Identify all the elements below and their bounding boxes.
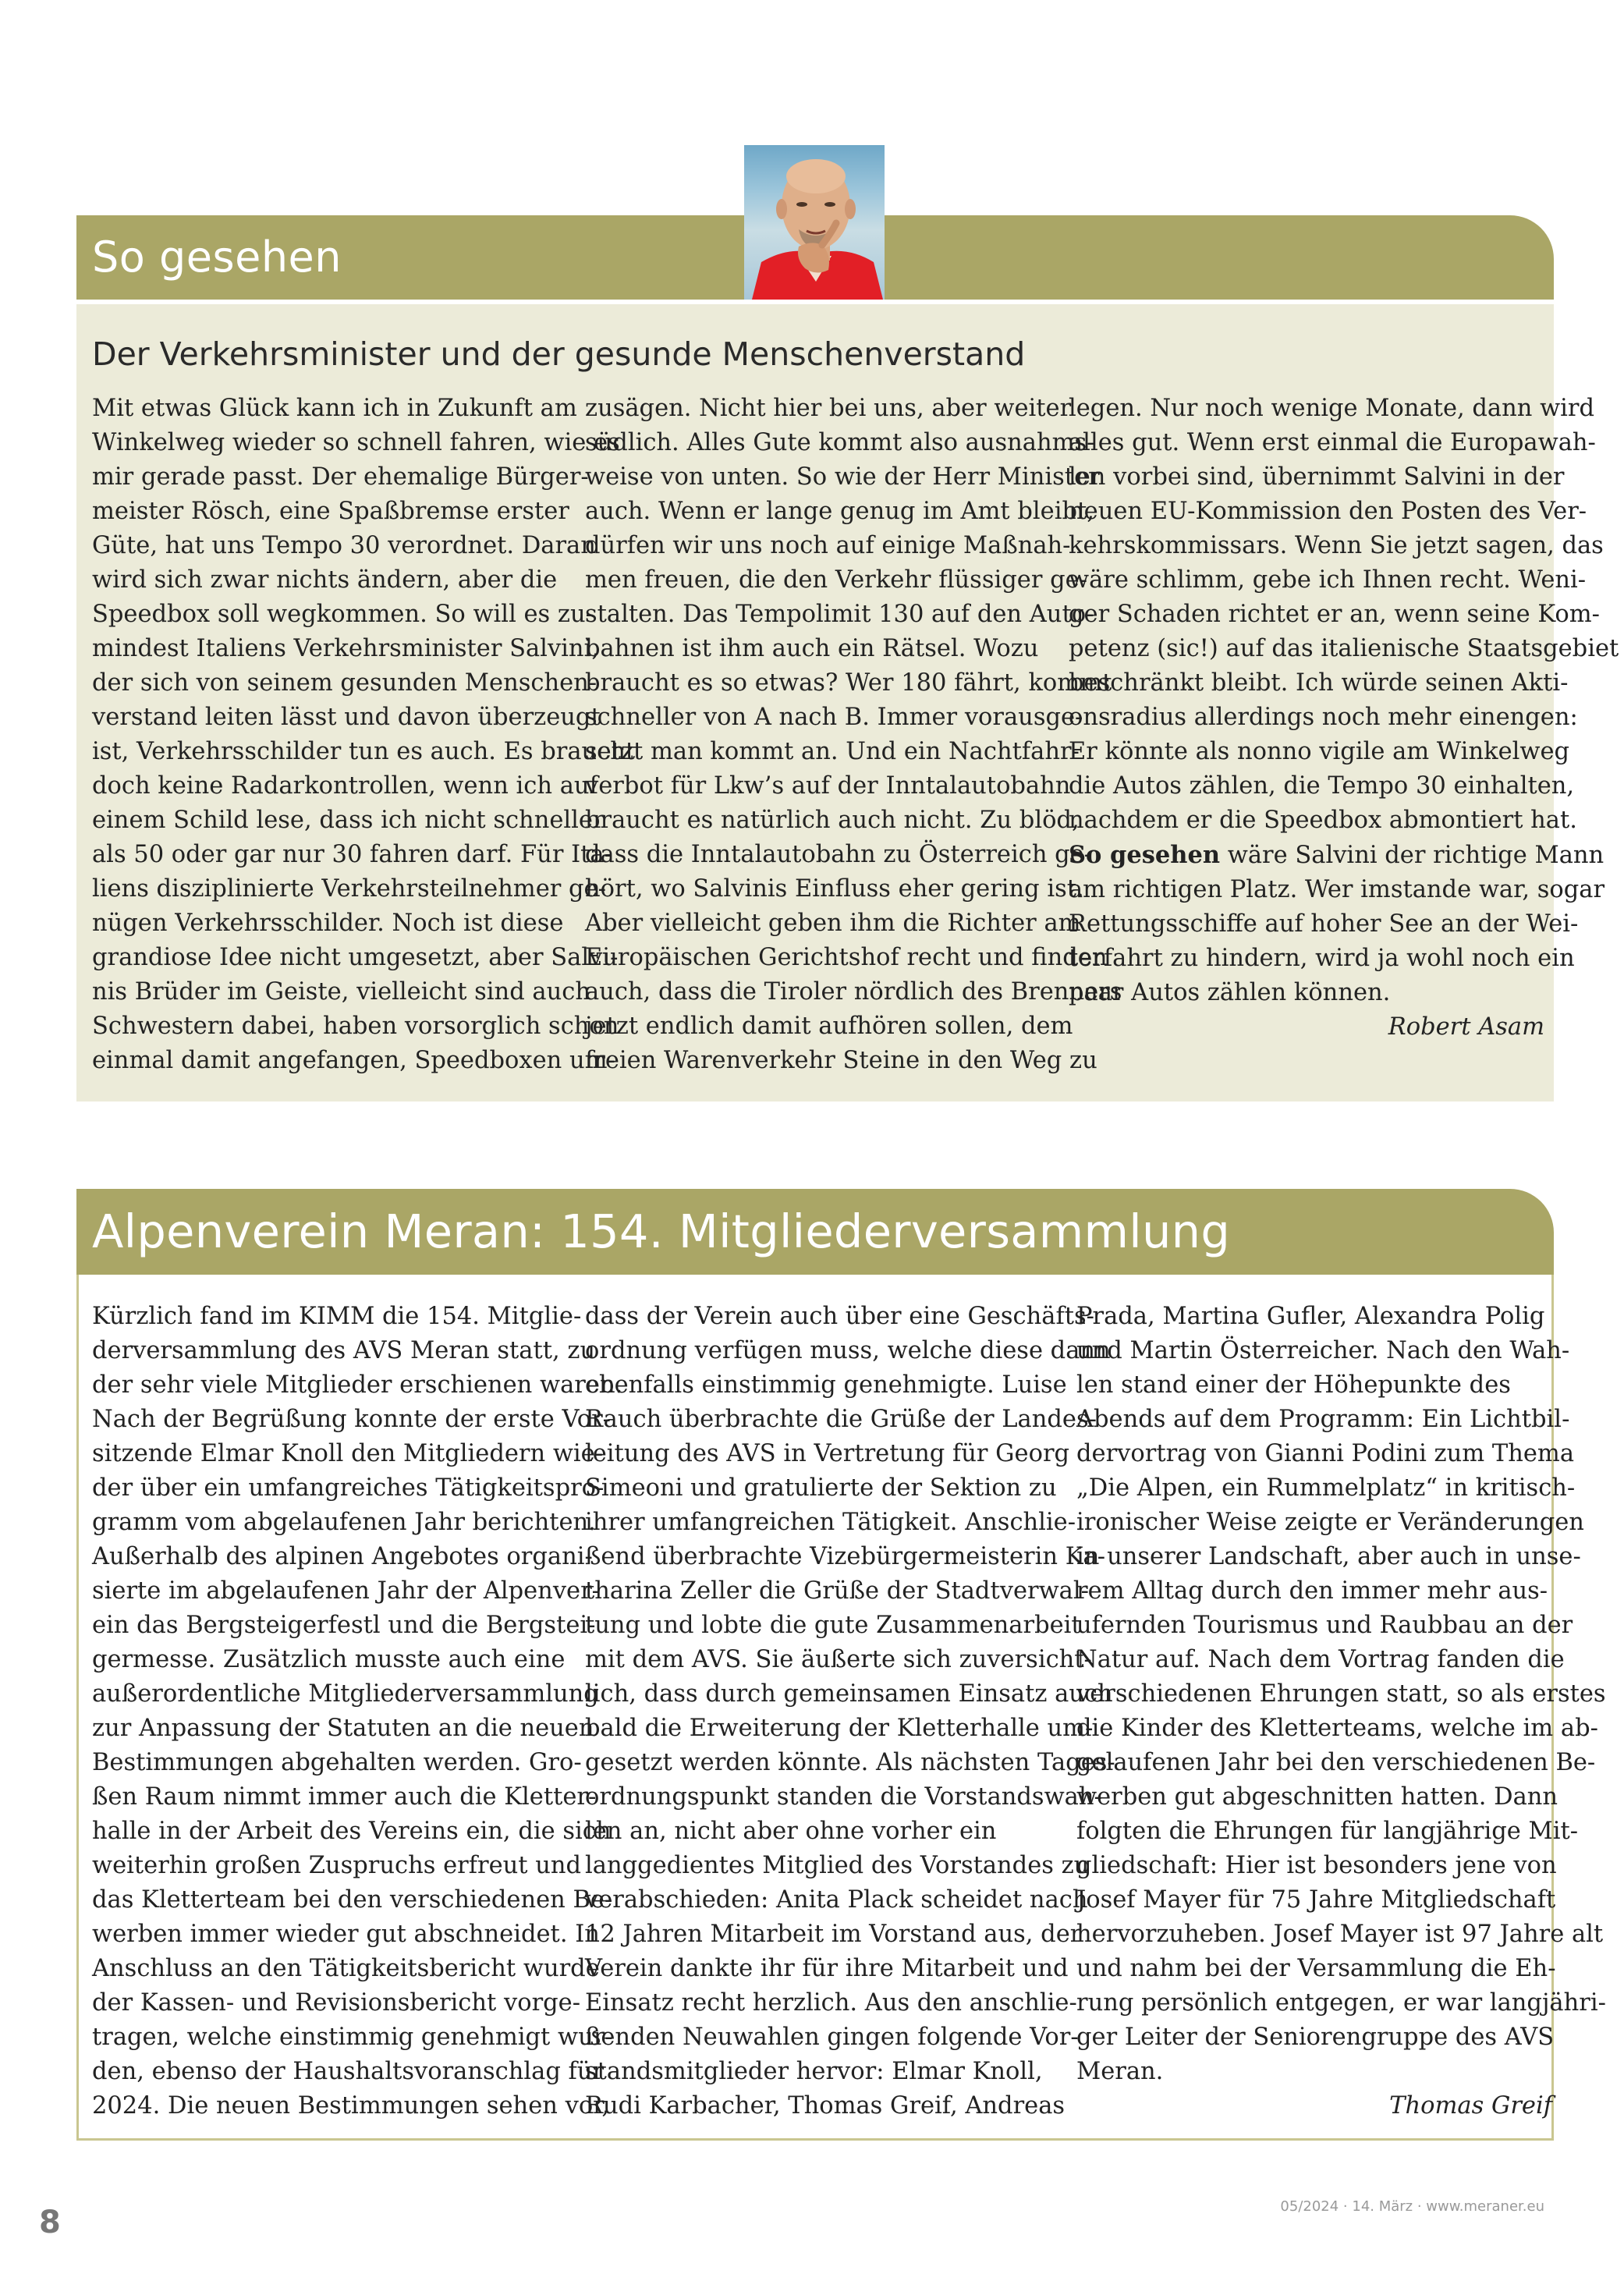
article-text-line: nachdem er die Speedbox abmontiert hat. <box>1069 807 1577 834</box>
article-column-3 <box>1076 1300 1606 2123</box>
article-text-line: gesetzt werden könnte. Als nächsten Tages- <box>585 1749 1115 1776</box>
article-text-line: gelaufenen Jahr bei den verschiedenen Be- <box>1076 1749 1596 1776</box>
article-column-2 <box>585 392 1122 1078</box>
article-text-line: Mit etwas Glück kann ich in Zukunft am <box>92 395 577 422</box>
article-text-line: standsmitglieder hervor: Elmar Knoll, <box>585 2058 1043 2085</box>
article-text-line: nügen Verkehrsschilder. Noch ist diese <box>92 910 564 937</box>
article-text-line: Schwestern dabei, haben vorsorglich schon <box>92 1013 619 1040</box>
article-text-line: die Autos zählen, die Tempo 30 einhalten, <box>1069 772 1575 800</box>
article-text-line: sitzende Elmar Knoll den Mitgliedern wie- <box>92 1440 604 1467</box>
article-text-line: ironischer Weise zeigte er Veränderungen <box>1076 1509 1584 1536</box>
article-text-line: setzt man kommt an. Und ein Nachtfahr- <box>585 738 1080 765</box>
article-text-line: Aber vielleicht geben ihm die Richter am <box>585 910 1081 937</box>
article-text-line: ebenfalls einstimmig genehmigte. Luise <box>585 1371 1067 1399</box>
article-text-line: den, ebenso der Haushaltsvoranschlag für <box>92 2058 605 2085</box>
article-text-line: braucht es so etwas? Wer 180 fährt, kommt <box>585 669 1112 697</box>
article-text-line: werben immer wieder gut abschneidet. In <box>92 1921 600 1948</box>
article-text-line: braucht es natürlich auch nicht. Zu blöd, <box>585 807 1080 834</box>
article-text-line: verschiedenen Ehrungen statt, so als erstes <box>1076 1680 1606 1708</box>
article-text-line: tung und lobte die gute Zusammenarbeit <box>585 1612 1081 1639</box>
article-text-line: einmal damit angefangen, Speedboxen um- <box>92 1047 615 1074</box>
article-text-line: am richtigen Platz. Wer imstande war, sogar <box>1069 876 1605 903</box>
article-text-line: dass der Verein auch über eine Geschäfts- <box>585 1303 1094 1330</box>
article-text-line: stalten. Das Tempolimit 130 auf den Auto- <box>585 601 1094 628</box>
article-text-line: ßen Raum nimmt immer auch die Kletter- <box>92 1783 597 1811</box>
article-text-line: folgten die Ehrungen für langjährige Mit- <box>1076 1818 1579 1845</box>
article-text-line: Josef Mayer für 75 Jahre Mitgliedschaft <box>1076 1886 1556 1914</box>
article-text-line: langgedientes Mitglied des Vorstandes zu <box>585 1852 1090 1879</box>
article-text-line: derversammlung des AVS Meran statt, zu <box>92 1337 596 1364</box>
article-text-line: Anschluss an den Tätigkeitsbericht wurde <box>92 1955 600 1982</box>
article-text-line: ordnung verfügen muss, welche diese dann <box>585 1337 1111 1364</box>
article-text-line: Kürzlich fand im KIMM die 154. Mitglie- <box>92 1303 582 1330</box>
article-text-line: Er könnte als nonno vigile am Winkelweg <box>1069 738 1570 765</box>
article-text-line: 12 Jahren Mitarbeit im Vorstand aus, der <box>585 1921 1082 1948</box>
article-column-1 <box>92 1300 623 2123</box>
article-text-line: dürfen wir uns noch auf einige Maßnah- <box>585 532 1071 559</box>
article-text-line: ordnungspunkt standen die Vorstandswah- <box>585 1783 1102 1811</box>
article-text-line: alles gut. Wenn erst einmal die Europawah- <box>1069 429 1596 456</box>
article-text-line: verstand leiten lässt und davon überzeugt <box>92 704 601 731</box>
article-text-line: zur Anpassung der Statuten an die neuen <box>92 1715 594 1742</box>
article-text-line: legen. Nur noch wenige Monate, dann wird <box>1069 395 1595 422</box>
author-signature: Robert Asam <box>1388 1013 1544 1041</box>
article-text-line: len vorbei sind, übernimmt Salvini in der <box>1069 463 1565 491</box>
bold-lead-rest: wäre Salvini der richtige Mann <box>1220 842 1604 869</box>
article-text-line: halle in der Arbeit des Vereins ein, die sich <box>92 1818 612 1845</box>
article-text-line: Europäischen Gerichtshof recht und finden <box>585 944 1108 971</box>
article-text-line: Winkelweg wieder so schnell fahren, wie es <box>92 429 620 456</box>
article-text-line: der Kassen- und Revisionsbericht vorge- <box>92 1989 581 2017</box>
article-box-verkehrsminister <box>76 304 1619 1101</box>
article-text-line: „Die Alpen, ein Rummelplatz“ in kritisch- <box>1076 1474 1576 1502</box>
article-text-line: werben gut abgeschnitten hatten. Dann <box>1076 1783 1558 1811</box>
article-text-line: onsradius allerdings noch mehr einengen: <box>1069 704 1578 731</box>
section-header-title: Alpenverein Meran: 154. Mitgliederversammlung <box>92 1204 1231 1258</box>
article-text-line: doch keine Radarkontrollen, wenn ich auf <box>92 772 598 800</box>
article-text-line: Speedbox soll wegkommen. So will es zu- <box>92 601 594 628</box>
article-text-line: hervorzuheben. Josef Mayer ist 97 Jahre alt <box>1076 1921 1604 1948</box>
issue-info: 05/2024 · 14. März · www.meraner.eu <box>1280 2198 1544 2215</box>
article-text-line: rem Alltag durch den immer mehr aus- <box>1076 1577 1548 1605</box>
article-text-line: ßenden Neuwahlen gingen folgende Vor- <box>585 2024 1079 2051</box>
article-text-line: Rudi Karbacher, Thomas Greif, Andreas <box>585 2092 1066 2120</box>
section-header-title: So gesehen <box>92 232 342 282</box>
article-text-line: das Kletterteam bei den verschiedenen Be- <box>92 1886 613 1914</box>
article-text-line: 2024. Die neuen Bestimmungen sehen vor, <box>92 2092 610 2120</box>
article-text-line: len an, nicht aber ohne vorher ein <box>585 1818 997 1845</box>
article-text-line: dass die Inntalautobahn zu Österreich ge- <box>585 841 1093 868</box>
article-text-line: schneller von A nach B. Immer vorausge- <box>585 704 1083 731</box>
article-text-line: verabschieden: Anita Plack scheidet nach <box>585 1886 1088 1914</box>
article-text-line: Meran. <box>1076 2058 1164 2085</box>
article-text-line: Einsatz recht herzlich. Aus den anschlie- <box>585 1989 1077 2017</box>
article-text-line: beschränkt bleibt. Ich würde seinen Akti- <box>1069 669 1569 697</box>
article-text-line: südlich. Alles Gute kommt also ausnahms- <box>585 429 1095 456</box>
article-text-line: terfahrt zu hindern, wird ja wohl noch ein <box>1069 945 1575 972</box>
article-text-line: die Kinder des Kletterteams, welche im ab- <box>1076 1715 1598 1742</box>
article-text-line: ßend überbrachte Vizebürgermeisterin Ka- <box>585 1543 1105 1570</box>
article-text-line: rung persönlich entgegen, er war langjähri- <box>1076 1989 1606 2017</box>
article-text-line: auch. Wenn er lange genug im Amt bleibt, <box>585 498 1094 525</box>
article-text-line: men freuen, die den Verkehr flüssiger ge- <box>585 566 1087 594</box>
article-text-line: sierte im abgelaufenen Jahr der Alpenver- <box>92 1577 600 1605</box>
article-text-line: gliedschaft: Hier ist besonders jene von <box>1076 1852 1557 1879</box>
article-text-line: Rauch überbrachte die Grüße der Landes- <box>585 1406 1097 1433</box>
article-text-line: mir gerade passt. Der ehemalige Bürger- <box>92 463 589 491</box>
article-text-line: und nahm bei der Versammlung die Eh- <box>1076 1955 1556 1982</box>
page-number: 8 <box>39 2205 61 2240</box>
article-text-line: in unserer Landschaft, aber auch in unse- <box>1076 1543 1581 1570</box>
article-text-line: leitung des AVS in Vertretung für Georg <box>585 1440 1070 1467</box>
article-text-line: mit dem AVS. Sie äußerte sich zuversicht- <box>585 1646 1092 1673</box>
article-text-line: wird sich zwar nichts ändern, aber die <box>92 566 558 594</box>
article-text-line: freien Warenverkehr Steine in den Weg zu <box>585 1047 1097 1074</box>
article-text-line: verbot für Lkw’s auf der Inntalautobahn <box>585 772 1071 800</box>
article-text-line: kehrskommissars. Wenn Sie jetzt sagen, das <box>1069 532 1604 559</box>
article-text-line: einem Schild lese, dass ich nicht schneller <box>92 807 605 834</box>
article-text-line: ger Leiter der Seniorengruppe des AVS <box>1076 2024 1555 2051</box>
article-text-line: Natur auf. Nach dem Vortrag fanden die <box>1076 1646 1565 1673</box>
author-signature: Thomas Greif <box>1389 2092 1552 2120</box>
article-text-line: ger Schaden richtet er an, wenn seine Kom- <box>1069 601 1600 628</box>
article-column-3 <box>1069 392 1619 1045</box>
article-text-line: Abends auf dem Programm: Ein Lichtbil- <box>1076 1406 1570 1433</box>
article-text-line: Simeoni und gratulierte der Sektion zu <box>585 1474 1057 1502</box>
article-text-line: neuen EU-Kommission den Posten des Ver- <box>1069 498 1587 525</box>
section-header-alpenverein <box>76 1189 1554 1275</box>
article-text-line: paar Autos zählen können. <box>1069 979 1391 1006</box>
article-text-line: jetzt endlich damit aufhören sollen, dem <box>585 1013 1073 1040</box>
bold-lead-text: So gesehen <box>1069 841 1221 869</box>
article-text-line: grandiose Idee nicht umgesetzt, aber Salvi- <box>92 944 619 971</box>
article-text-line: Güte, hat uns Tempo 30 verordnet. Daran <box>92 532 596 559</box>
article-text-line: Rettungsschiffe auf hoher See an der Wei- <box>1069 910 1579 938</box>
article-text-line: außerordentliche Mitgliederversammlung <box>92 1680 599 1708</box>
article-text-line: lich, dass durch gemeinsamen Einsatz auch <box>585 1680 1113 1708</box>
article-text-line: wäre schlimm, gebe ich Ihnen recht. Weni- <box>1069 566 1587 594</box>
article-text-line: nis Brüder im Geiste, vielleicht sind auch <box>92 978 590 1006</box>
article-text-line: weiterhin großen Zuspruchs erfreut und <box>92 1852 582 1879</box>
article-text-line: Nach der Begrüßung konnte der erste Vor- <box>92 1406 611 1433</box>
article-text-line: petenz (sic!) auf das italienische Staatsgebiet <box>1069 635 1619 662</box>
article-text-line: hört, wo Salvinis Einfluss eher gering ist. <box>585 875 1084 903</box>
article-text-line: gramm vom abgelaufenen Jahr berichten. <box>92 1509 596 1536</box>
article-text-line: Bestimmungen abgehalten werden. Gro- <box>92 1749 582 1776</box>
article-text-line: zusägen. Nicht hier bei uns, aber weiter <box>585 395 1072 422</box>
article-text-line: und Martin Österreicher. Nach den Wah- <box>1076 1337 1570 1364</box>
article-text-line: Außerhalb des alpinen Angebotes organi- <box>92 1543 593 1570</box>
article-text-line: dervortrag von Gianni Podini zum Thema <box>1076 1440 1575 1467</box>
article-text-line: liens disziplinierte Verkehrsteilnehmer ge- <box>92 875 606 903</box>
article-text-line: bald die Erweiterung der Kletterhalle um- <box>585 1715 1094 1742</box>
article-column-2 <box>585 1300 1115 2123</box>
article-text-line: als 50 oder gar nur 30 fahren darf. Für Ita- <box>92 841 612 868</box>
article-text-line: der sehr viele Mitglieder erschienen waren. <box>92 1371 623 1399</box>
article-text-line: ufernden Tourismus und Raubbau an der <box>1076 1612 1573 1639</box>
article-text-line: ist, Verkehrsschilder tun es auch. Es braucht <box>92 738 636 765</box>
article-text-line: auch, dass die Tiroler nördlich des Brenners <box>585 978 1122 1006</box>
article-text-line: mindest Italiens Verkehrsminister Salvini, <box>92 635 600 662</box>
article-text-line: len stand einer der Höhepunkte des <box>1076 1371 1511 1399</box>
article-line-bold-lead <box>1069 838 1604 873</box>
article-text-line: ihrer umfangreichen Tätigkeit. Anschlie- <box>585 1509 1076 1536</box>
article-text-line: Verein dankte ihr für ihre Mitarbeit und <box>585 1955 1069 1982</box>
article-text-line: germesse. Zusätzlich musste auch eine <box>92 1646 566 1673</box>
article-text-line: tragen, welche einstimmig genehmigt wur- <box>92 2024 613 2051</box>
article-text-line: ein das Bergsteigerfestl und die Bergstei- <box>92 1612 596 1639</box>
article-text-line: der sich von seinem gesunden Menschen- <box>92 669 597 697</box>
article-text-line: der über ein umfangreiches Tätigkeitspro- <box>92 1474 605 1502</box>
author-portrait-photo <box>744 145 885 300</box>
article-text-line: tharina Zeller die Grüße der Stadtverwal- <box>585 1577 1089 1605</box>
article-column-1 <box>92 392 636 1078</box>
article-title: Der Verkehrsminister und der gesunde Menschenverstand <box>92 335 1026 373</box>
article-text-line: weise von unten. So wie der Herr Minister <box>585 463 1100 491</box>
article-text-line: bahnen ist ihm auch ein Rätsel. Wozu <box>585 635 1039 662</box>
article-box-alpenverein <box>76 1275 1606 2141</box>
article-text-line: meister Rösch, eine Spaßbremse erster <box>92 498 569 525</box>
article-text-line: Prada, Martina Gufler, Alexandra Polig <box>1076 1303 1545 1330</box>
